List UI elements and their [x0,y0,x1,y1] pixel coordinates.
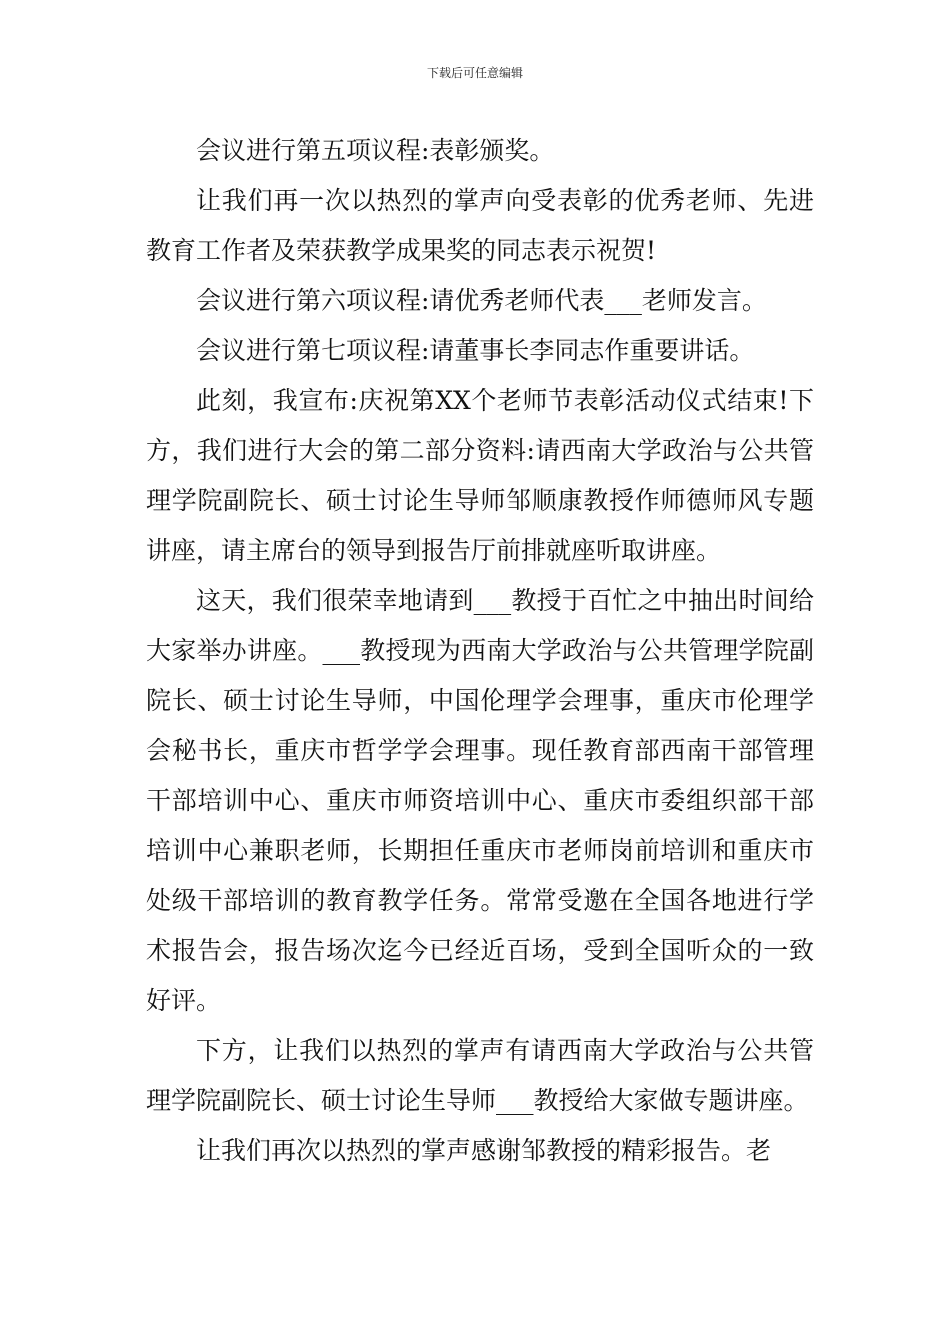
paragraph-congratulations: 让我们再一次以热烈的掌声向受表彰的优秀老师、先进教育工作者及荣获教学成果奖的同志表示祝贺! [146,186,814,265]
paragraph-ceremony-end: 此刻，我宣布:庆祝第XX个老师节表彰活动仪式结束!下方，我们进行大会的第二部分资料:请西南大学政治与公共管理学院副院长、硕士讨论生导师邹顺康教授作师德师风专题讲座，请主席台的领导到报告厅前排就座听取讲座。 [146,386,814,565]
document-body [146,126,814,1176]
paragraph-agenda-7: 会议进行第七项议程:请董事长李同志作重要讲话。 [196,336,755,365]
paragraph-agenda-5: 会议进行第五项议程:表彰颁奖。 [196,136,555,165]
paragraph-lecture-invite: 下方，让我们以热烈的掌声有请西南大学政治与公共管理学院副院长、硕士讨论生导师___教授给大家做专题讲座。 [146,1036,814,1115]
paragraph-agenda-6: 会议进行第六项议程:请优秀老师代表___老师发言。 [196,286,767,315]
page-header-note: 下载后可任意编辑 [426,66,523,80]
paragraph-lecturer-intro: 这天，我们很荣幸地请到___教授于百忙之中抽出时间给大家举办讲座。___教授现为西南大学政治与公共管理学院副院长、硕士讨论生导师，中国伦理学会理事，重庆市伦理学会秘书长，重庆市哲学学会理事。现任教育部西南干部管理干部培训中心、重庆市师资培训中心、重庆市委组织部干部培训中心兼职老师，长期担任重庆市老师岗前培训和重庆市处级干部培训的教育教学任务。常常受邀在全国各地进行学术报告会，报告场次迄今已经近百场，受到全国听众的一致好评。 [146,586,814,1015]
paragraph-thanks: 让我们再次以热烈的掌声感谢邹教授的精彩报告。老 [196,1136,772,1165]
